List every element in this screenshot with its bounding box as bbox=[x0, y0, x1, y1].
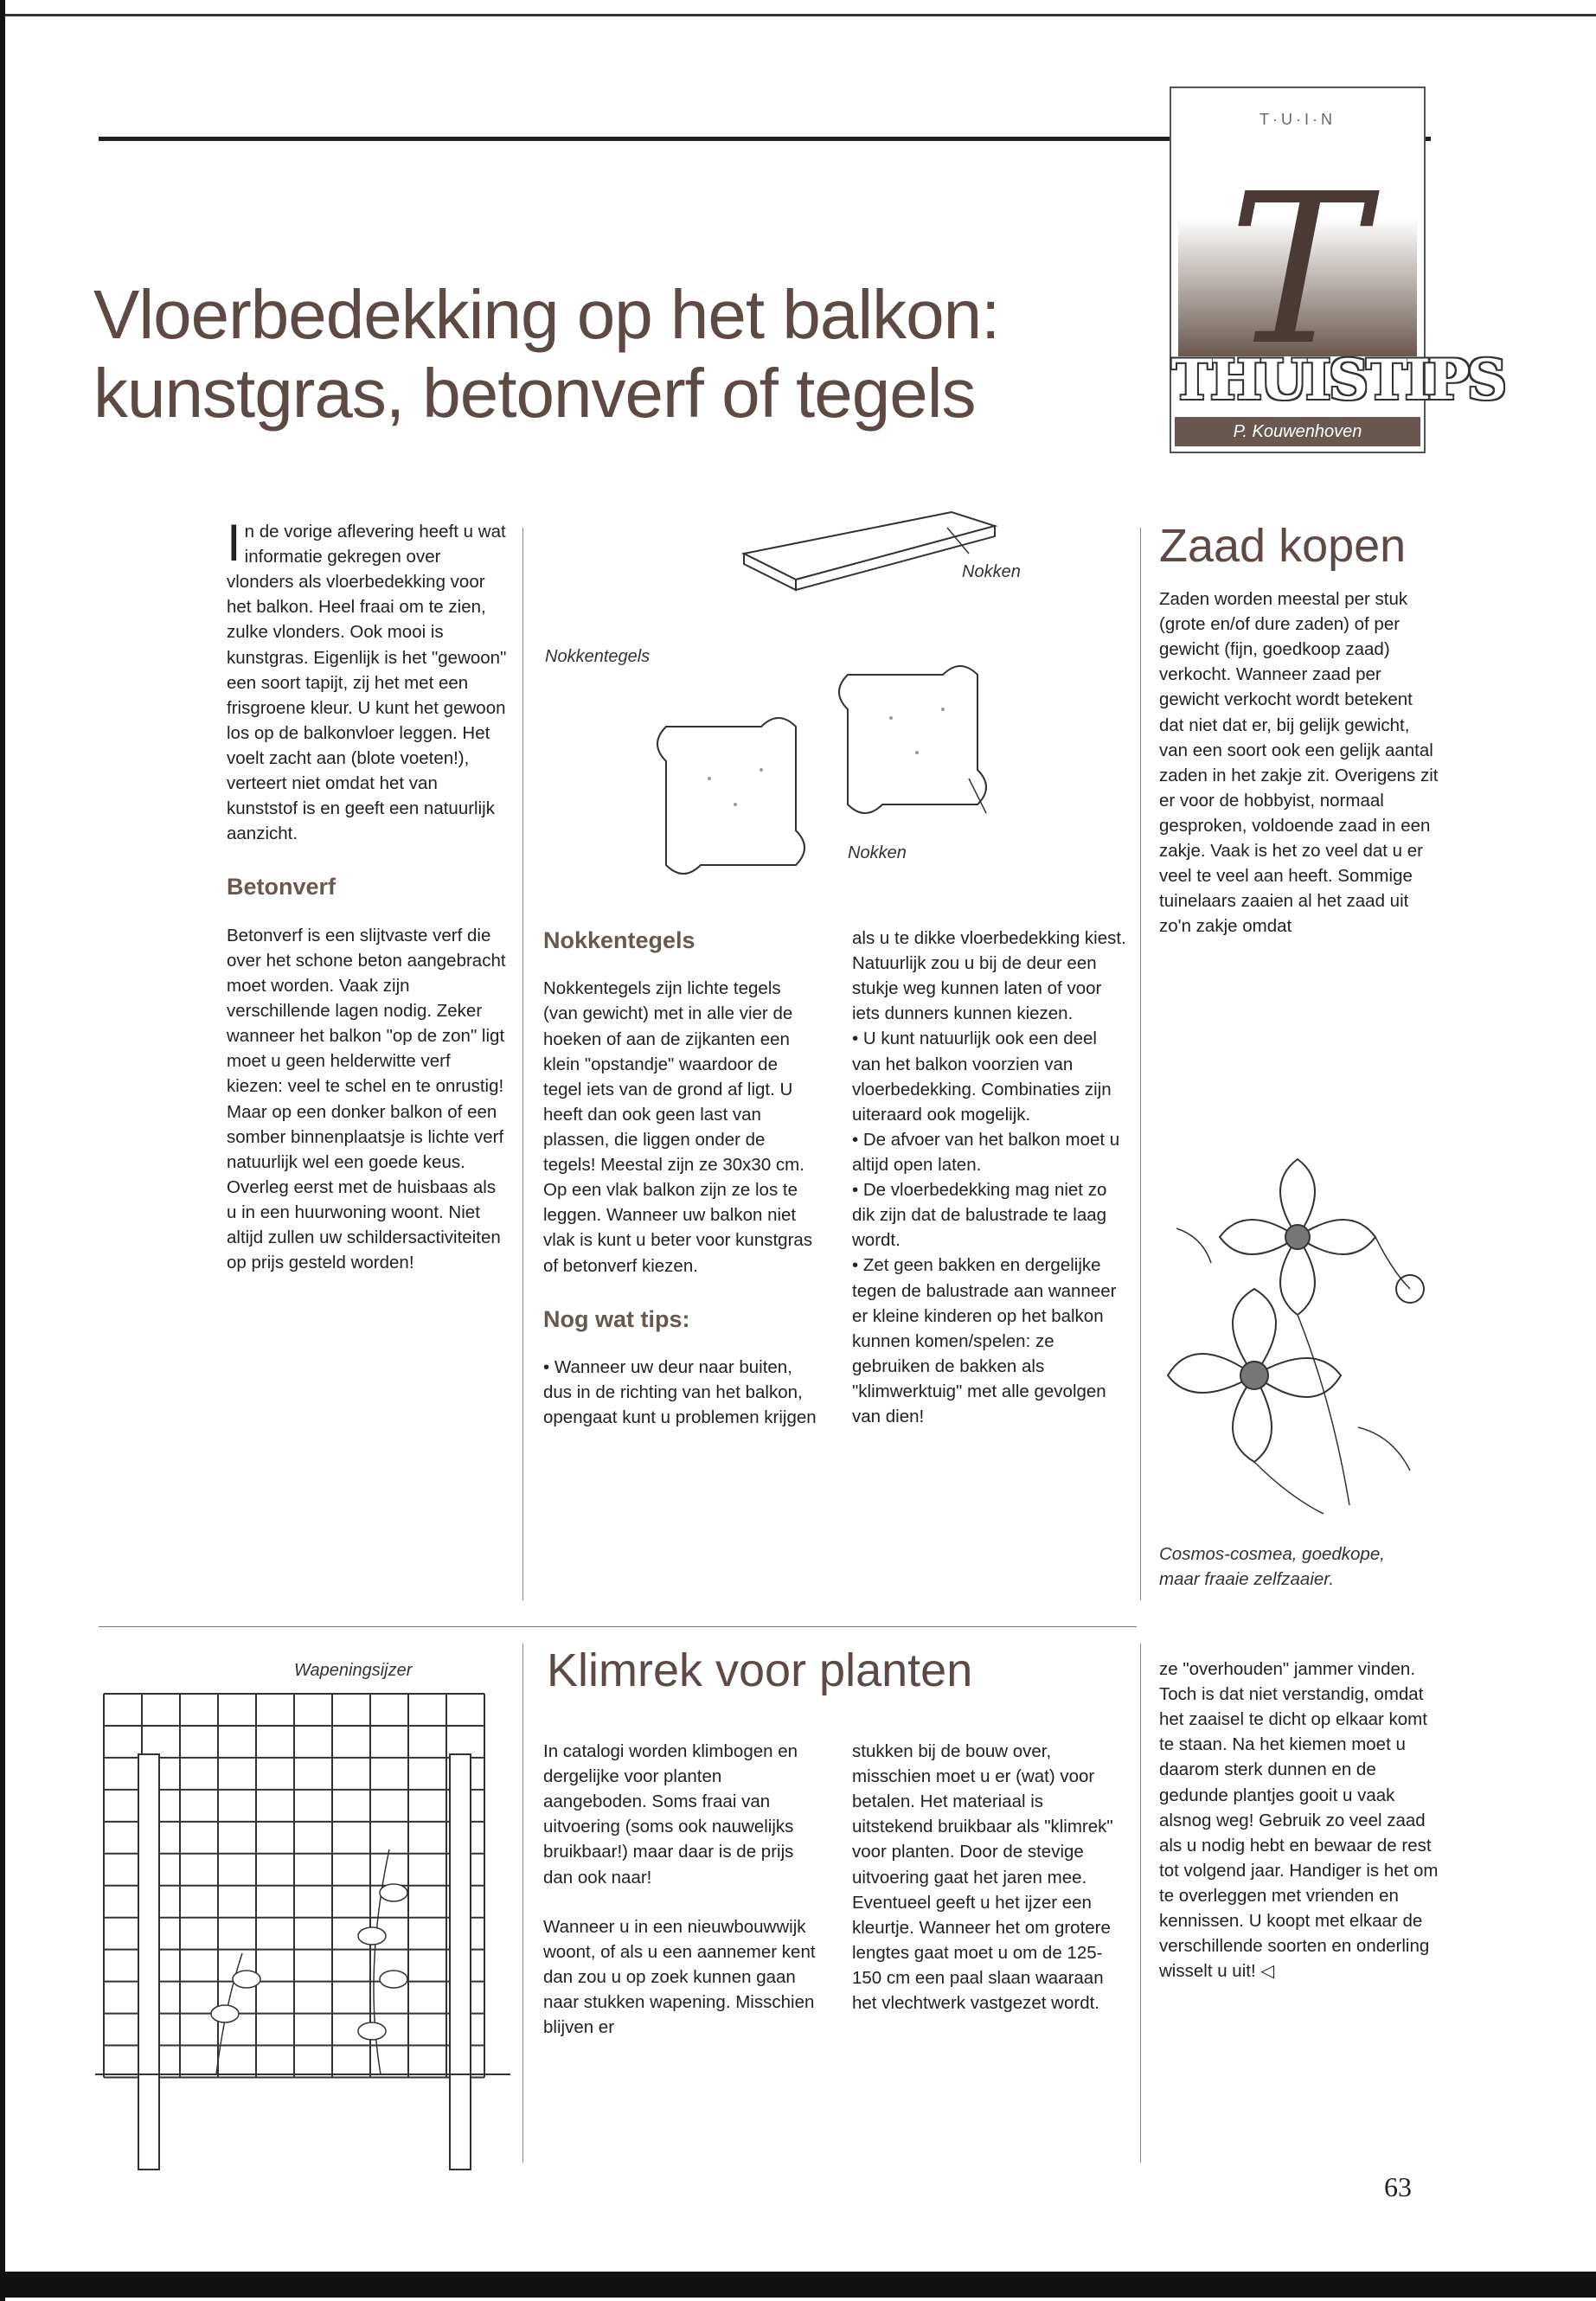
tip-4-text: De vloerbedekking mag niet zo dik zijn dat de balustrade te laag wordt. bbox=[852, 1180, 1107, 1251]
plant-leaf bbox=[358, 2022, 386, 2040]
klimrek-heading: Klimrek voor planten bbox=[547, 1644, 973, 1696]
column-1 bbox=[227, 514, 509, 1299]
plant-leaf bbox=[211, 2005, 239, 2022]
title-line-2: kunstgras, betonverf of tegels bbox=[93, 355, 976, 433]
column-divider-3 bbox=[522, 1644, 523, 2163]
klimrek-p3: stukken bij de bouw over, misschien moet u er (wat) voor betalen. Het materiaal is uitstekend bruikbaar als "klimrek" voor planten. Door de stevige uitvoering gaat het jaren mee. Eventueel geeft u het ijzer een kleurtje. Wanneer het om grotere lengtes gaat moet u om de 125-150 cm een paal slaan waaraan het vlechtwerk vastgezet wordt. bbox=[852, 1741, 1113, 2014]
nokkentegels-text: Nokkentegels zijn lichte tegels (van gewicht) met in alle vier de hoeken of aan de zijkanten een klein "opstandje" waardoor de tegel iets van de grond af ligt. U heeft dan ook geen last van plassen, die liggen onder de tegels! Meestal zijn ze 30x30 cm. Op een vlak balkon zijn ze los te leggen. Wanneer uw balkon niet vlak is kunt u beter voor kunstgras of betonverf kiezen. bbox=[543, 978, 813, 1276]
tip-2: • U kunt natuurlijk ook een deel van het balkon voorzien van vloerbedekking. Combinaties zijn uiteraard ook mogelijk. bbox=[852, 1029, 1112, 1125]
cosmos-flower-illustration bbox=[1159, 1142, 1445, 1522]
intro-dropcap: I bbox=[227, 514, 241, 572]
left-edge bbox=[0, 0, 5, 2301]
plant-leaf bbox=[233, 1971, 260, 1988]
plant-leaf bbox=[380, 1971, 407, 1988]
post-left bbox=[138, 1754, 159, 2170]
thuistips-logo bbox=[1170, 87, 1504, 453]
column-5 bbox=[1159, 1657, 1441, 2008]
zaad-column bbox=[1159, 586, 1441, 964]
page-number: 63 bbox=[1384, 2171, 1412, 2202]
nokkentegels-illustration bbox=[536, 493, 1142, 900]
section-rule bbox=[99, 1626, 1137, 1627]
klimrek-p2: Wanneer u in een nieuwbouwwijk woont, of als u een aannemer kent dan zou u op zoek kunnen gaan naar stukken wapening. Misschien blijven er bbox=[543, 1916, 816, 2038]
column-divider-4 bbox=[1140, 1644, 1141, 2163]
column-divider-2 bbox=[1140, 528, 1141, 1600]
title-line-1: Vloerbedekking op het balkon: bbox=[93, 276, 1000, 353]
betonverf-text: Betonverf is een slijtvaste verf die over het schone beton aangebracht moet worden. Vaak zijn verschillende lagen nodig. Zeker wanneer het balkon "op de zon" ligt moet u geen helderwitte verf kiezen: veel te schel en te onrustig! Maar op een donker balkon of een somber binnenplaatsje is lichte verf natuurlijk wel een goede keus. Overleg eerst met de huisbaas als u in een huurwoning woont. Niet altijd zullen uw schildersactiviteiten op prijs gesteld worden! bbox=[227, 925, 506, 1273]
column-divider-1 bbox=[522, 528, 523, 1600]
logo-author: P. Kouwenhoven bbox=[1175, 417, 1420, 446]
col5-text: ze "overhouden" jammer vinden. Toch is dat niet verstandig, omdat het zaaisel te dicht op elkaar komt te staan. Na het kiemen moet u daarom sterk dunnen en de gedunde plantjes gooit u vaak alsnog weg! Gebruik zo veel zaad als u nodig hebt en bewaar de rest tot volgend jaar. Handiger is het om te overleggen met vrienden en kennissen. U koopt met elkaar de verschillende soorten en onderling wisselt u uit! ◁ bbox=[1159, 1659, 1439, 1982]
tip-1-text: Wanneer uw deur naar buiten, dus in de richting van het balkon, opengaat kunt u problemen krijgen bbox=[543, 1356, 817, 1428]
climbing-frame-illustration bbox=[95, 1685, 510, 2221]
tile-square-right bbox=[839, 666, 986, 813]
logo-big-t: T bbox=[1227, 149, 1368, 391]
plant-leaf bbox=[358, 1927, 386, 1945]
col3-text: als u te dikke vloerbedekking kiest. Natuurlijk zou u bij de deur een stukje weg kunnen laten of voor iets dunners kunnen kiezen. bbox=[852, 928, 1126, 1024]
tip-3-text: De afvoer van het balkon moet u altijd open laten. bbox=[852, 1129, 1120, 1175]
plant-leaf bbox=[380, 1884, 407, 1901]
zaad-heading: Zaad kopen bbox=[1159, 520, 1407, 572]
post-right bbox=[450, 1754, 471, 2170]
klimrek-p1: In catalogi worden klimbogen en dergelijke voor planten aangeboden. Soms fraai van uitvoering (soms ook nauwelijks bruikbaar!) maar daar is de prijs dan ook naar! bbox=[543, 1741, 798, 1888]
klimrek-column-1 bbox=[543, 1739, 818, 2064]
stem bbox=[1254, 1462, 1324, 1514]
label-wapeningsijzer: Wapeningsijzer bbox=[294, 1661, 413, 1680]
flower-center bbox=[1285, 1225, 1310, 1249]
plant-stem-right bbox=[374, 1849, 389, 2074]
column-3 bbox=[852, 926, 1127, 1429]
tip-4: • De vloerbedekking mag niet zo dik zijn dat de balustrade te laag wordt. bbox=[852, 1180, 1107, 1251]
column-2 bbox=[543, 924, 818, 1454]
zaad-text: Zaden worden meestal per stuk (grote en/of dure zaden) of per gewicht (fijn, goedkoop zaad) verkocht. Wanneer zaad per gewicht verkocht wordt betekent dat niet dat er, bij gelijk gewicht, van een soort ook een gelijk aantal zaden in het zakje zit. Overigens zit er voor de hobbyist, normaal gesproken, voldoende zaad in een zakje. Vaak is het zo veel dat u er veel te veel aan heeft. Sommige tuinelaars zaaien al het zaad uit zo'n zakje omdat bbox=[1159, 589, 1439, 937]
flower-center bbox=[1240, 1362, 1268, 1389]
flower-caption: Cosmos-cosmea, goedkope, maar fraaie zelfzaaier. bbox=[1159, 1544, 1385, 1590]
tips-heading: Nog wat tips: bbox=[543, 1305, 690, 1332]
tip-3: • De afvoer van het balkon moet u altijd open laten. bbox=[852, 1129, 1120, 1175]
nokkentegels-heading: Nokkentegels bbox=[543, 927, 695, 953]
logo-series: T·U·I·N bbox=[1259, 111, 1336, 128]
intro-text: n de vorige aflevering heeft u wat informatie gekregen over vlonders als vloerbedekking voor het balkon. Heel fraai om te zien, zulke vlonders. Ook mooi is kunstgras. Eigenlijk is het "gewoon" een soort tapijt, zij het met een frisgroene kleur. U kunt het gewoon los op de balkonvloer leggen. Het voelt zacht aan (blote voeten!), verteert niet omdat het van kunststof is en geeft een natuurlijk aanzicht. bbox=[227, 522, 507, 844]
leaf bbox=[1358, 1427, 1410, 1471]
klimrek-column-2 bbox=[852, 1739, 1127, 2040]
tip-5: • Zet geen bakken en dergelijke tegen de balustrade aan wanneer er kleine kinderen op het balkon kunnen komen/spelen: ze gebruiken de bakken als "klimwerktuig" met alle gevolgen van dien! bbox=[852, 1255, 1117, 1427]
tile-square-left bbox=[657, 718, 804, 874]
label-nokken-bottom: Nokken bbox=[848, 843, 907, 862]
leaf bbox=[1176, 1228, 1211, 1263]
label-nokken-top: Nokken bbox=[962, 562, 1021, 581]
bottom-band bbox=[0, 2272, 1596, 2298]
top-edge bbox=[0, 14, 1596, 16]
label-nokkentegels: Nokkentegels bbox=[545, 647, 651, 666]
intro-paragraph bbox=[227, 514, 509, 846]
stem bbox=[1298, 1315, 1349, 1505]
betonverf-heading: Betonverf bbox=[227, 874, 337, 901]
tip-1: • Wanneer uw deur naar buiten, dus in de richting van het balkon, opengaat kunt u problemen krijgen bbox=[543, 1356, 817, 1428]
tip-5-text: Zet geen bakken en dergelijke tegen de balustrade aan wanneer er kleine kinderen op het balkon kunnen komen/spelen: ze gebruiken de bakken als "klimwerktuig" met alle gevolgen van dien! bbox=[852, 1255, 1117, 1427]
tip-2-text: U kunt natuurlijk ook een deel van het balkon voorzien van vloerbedekking. Combinaties zijn uiteraard ook mogelijk. bbox=[852, 1029, 1112, 1125]
page-title bbox=[93, 275, 1175, 433]
logo-word: THUISTIPS bbox=[1171, 348, 1504, 413]
